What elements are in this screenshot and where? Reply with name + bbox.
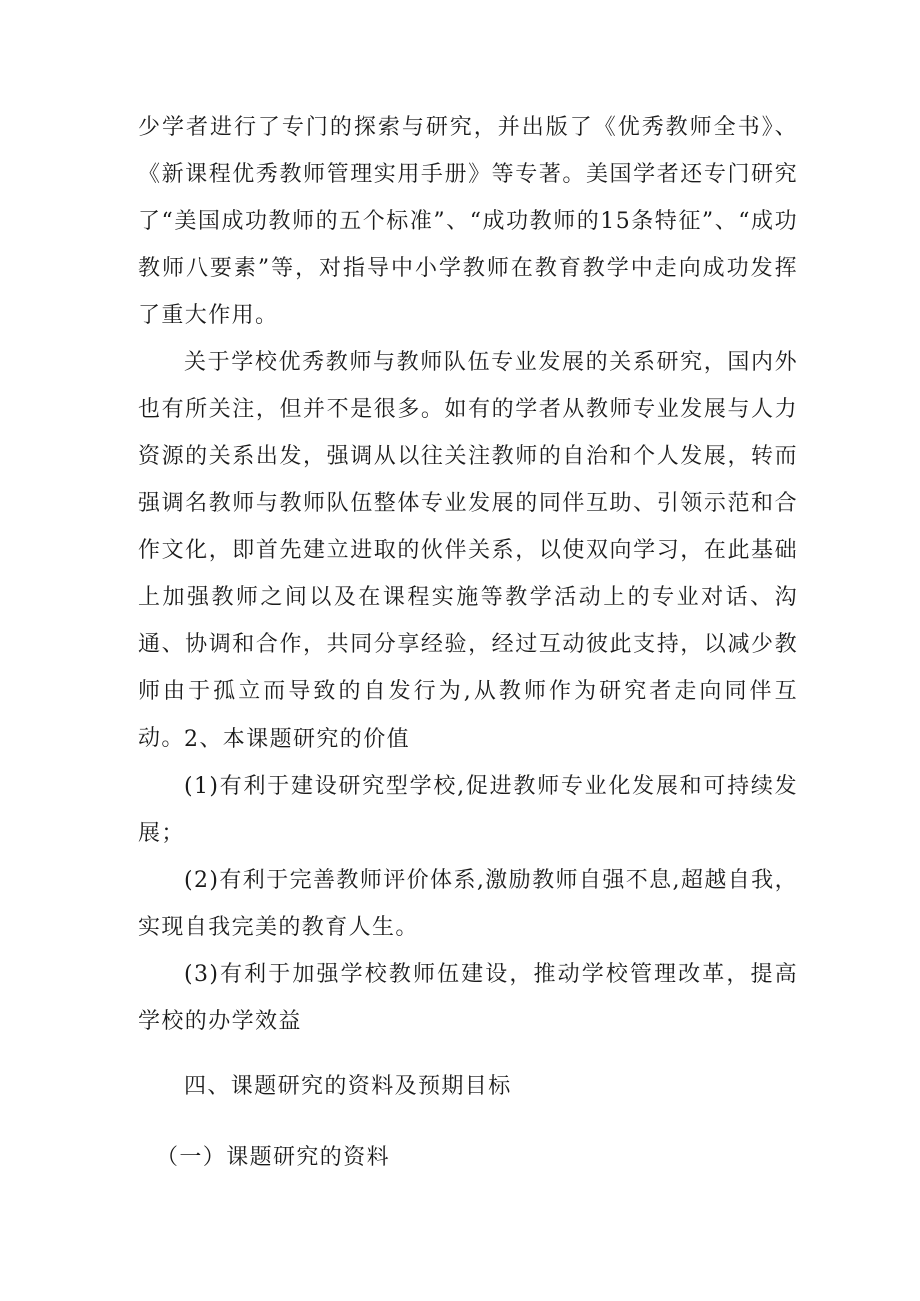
list-item-value-3: (3)有利于加强学校教师伍建设，推动学校管理改革，提高学校的办学效益	[138, 962, 798, 1034]
paragraph-teacher-team-relation: 关于学校优秀教师与教师队伍专业发展的关系研究，国内外也有所关注，但并不是很多。如有的学者从教师专业发展与人力资源的关系出发，强调从以往关注教师的自治和个人发展，转而强调名教师与教师队伍整体专业发展的同伴互助、引领示范和合作文化，即首先建立进取的伙伴关系，以使双向学习，在此基础上加强教师之间以及在课程实施等教学活动上的专业对话、沟通、协调和合作，共同分享经验，经过互动彼此支持，以减少教师由于孤立而导致的自发行为,从教师作为研究者走向同伴互动。	[138, 350, 798, 751]
subsection-heading-materials: （一）课题研究的资料	[156, 1145, 391, 1170]
section-heading-materials-goals: 四、课题研究的资料及预期目标	[184, 1074, 512, 1099]
paragraph-international-research: 少学者进行了专门的探索与研究，并出版了《优秀教师全书》、《新课程优秀教师管理实用手册》等专著。美国学者还专门研究了“美国成功教师的五个标准”、“成功教师的15条特征”、“成功教师八要素”等，对指导中小学教师在教育教学中走向成功发挥了重大作用。	[138, 115, 798, 328]
list-item-value-2: (2)有利于完善教师评价体系,激励教师自强不息,超越自我，实现自我完美的教育人生。	[138, 868, 798, 940]
list-item-value-1: (1)有利于建设研究型学校,促进教师专业化发展和可持续发展；	[138, 774, 798, 846]
section-heading-research-value: 2、本课题研究的价值	[184, 727, 410, 752]
